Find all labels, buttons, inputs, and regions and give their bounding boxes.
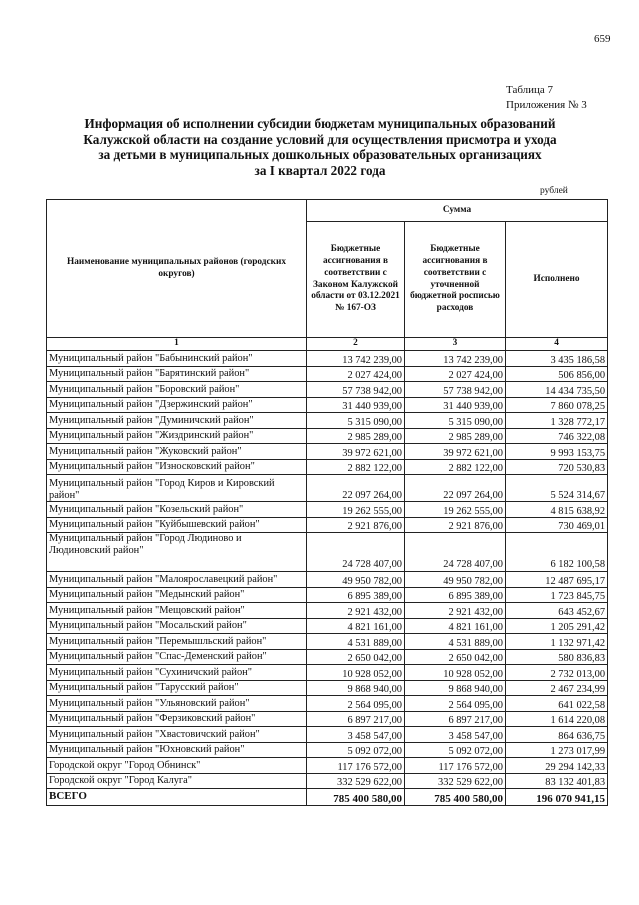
table-row — [47, 517, 608, 533]
district-name: Городской округ "Город Обнинск" — [47, 758, 307, 774]
law-allocations: 5 315 090,00 — [307, 413, 405, 429]
total-law-allocations: 785 400 580,00 — [307, 789, 405, 806]
revised-allocations: 19 262 555,00 — [405, 502, 506, 518]
total-row — [47, 789, 608, 806]
law-allocations: 2 921 876,00 — [307, 517, 405, 533]
executed-amount: 5 524 314,67 — [506, 475, 608, 502]
column-header-revised-allocations: Бюджетные ассигнования в соответствии с уточненной бюджетной росписью расходов — [405, 222, 506, 338]
district-name: Муниципальный район "Мосальский район" — [47, 618, 307, 634]
district-name: Муниципальный район "Хвастовичский район" — [47, 727, 307, 743]
law-allocations: 49 950 782,00 — [307, 572, 405, 588]
table-row — [47, 587, 608, 603]
revised-allocations: 332 529 622,00 — [405, 773, 506, 789]
revised-allocations: 31 440 939,00 — [405, 397, 506, 413]
district-name: Муниципальный район "Город Киров и Кировский район" — [47, 475, 307, 502]
title-line: Калужской области на создание условий для осуществления присмотра и ухода — [83, 131, 557, 147]
law-allocations: 5 092 072,00 — [307, 742, 405, 758]
revised-allocations: 13 742 239,00 — [405, 351, 506, 367]
revised-allocations: 24 728 407,00 — [405, 533, 506, 572]
table-row — [47, 351, 608, 367]
executed-amount: 3 435 186,58 — [506, 351, 608, 367]
table-row — [47, 634, 608, 650]
column-number: 4 — [506, 338, 608, 351]
law-allocations: 57 738 942,00 — [307, 382, 405, 398]
law-allocations: 332 529 622,00 — [307, 773, 405, 789]
column-number: 2 — [307, 338, 405, 351]
executed-amount: 2 732 013,00 — [506, 665, 608, 681]
column-number: 3 — [405, 338, 506, 351]
revised-allocations: 2 027 424,00 — [405, 366, 506, 382]
units-label: рублей — [540, 186, 568, 196]
revised-allocations: 2 882 122,00 — [405, 459, 506, 475]
revised-allocations: 6 895 389,00 — [405, 587, 506, 603]
table-row — [47, 758, 608, 774]
law-allocations: 13 742 239,00 — [307, 351, 405, 367]
executed-amount: 29 294 142,33 — [506, 758, 608, 774]
law-allocations: 10 928 052,00 — [307, 665, 405, 681]
executed-amount: 83 132 401,83 — [506, 773, 608, 789]
table-reference: Таблица 7 — [506, 84, 554, 96]
executed-amount: 7 860 078,25 — [506, 397, 608, 413]
revised-allocations: 4 821 161,00 — [405, 618, 506, 634]
district-name: Муниципальный район "Барятинский район" — [47, 366, 307, 382]
table-row — [47, 618, 608, 634]
district-name: Муниципальный район "Боровский район" — [47, 382, 307, 398]
table-row — [47, 680, 608, 696]
column-group-sum: Сумма — [307, 200, 608, 222]
revised-allocations: 49 950 782,00 — [405, 572, 506, 588]
law-allocations: 31 440 939,00 — [307, 397, 405, 413]
district-name: Муниципальный район "Спас-Деменский район" — [47, 649, 307, 665]
district-name: Муниципальный район "Сухиничский район" — [47, 665, 307, 681]
table-row — [47, 572, 608, 588]
revised-allocations: 22 097 264,00 — [405, 475, 506, 502]
district-name: Муниципальный район "Износковский район" — [47, 459, 307, 475]
district-name: Муниципальный район "Город Людиново и Людиновский район" — [47, 533, 307, 572]
law-allocations: 6 897 217,00 — [307, 711, 405, 727]
law-allocations: 24 728 407,00 — [307, 533, 405, 572]
executed-amount: 1 132 971,42 — [506, 634, 608, 650]
district-name: Муниципальный район "Ульяновский район" — [47, 696, 307, 712]
law-allocations: 2 921 432,00 — [307, 603, 405, 619]
district-name: Муниципальный район "Жиздринский район" — [47, 428, 307, 444]
revised-allocations: 5 092 072,00 — [405, 742, 506, 758]
column-header-law-allocations: Бюджетные ассигнования в соответствии с Законом Калужской области от 03.12.2021 № 167-ОЗ — [307, 222, 405, 338]
law-allocations: 2 882 122,00 — [307, 459, 405, 475]
executed-amount: 4 815 638,92 — [506, 502, 608, 518]
revised-allocations: 6 897 217,00 — [405, 711, 506, 727]
law-allocations: 2 985 289,00 — [307, 428, 405, 444]
law-allocations: 2 650 042,00 — [307, 649, 405, 665]
revised-allocations: 10 928 052,00 — [405, 665, 506, 681]
law-allocations: 4 821 161,00 — [307, 618, 405, 634]
revised-allocations: 39 972 621,00 — [405, 444, 506, 460]
law-allocations: 39 972 621,00 — [307, 444, 405, 460]
total-executed: 196 070 941,15 — [506, 789, 608, 806]
district-name: Муниципальный район "Дзержинский район" — [47, 397, 307, 413]
table-row — [47, 397, 608, 413]
law-allocations: 117 176 572,00 — [307, 758, 405, 774]
executed-amount: 1 205 291,42 — [506, 618, 608, 634]
revised-allocations: 2 921 432,00 — [405, 603, 506, 619]
total-revised-allocations: 785 400 580,00 — [405, 789, 506, 806]
district-name: Муниципальный район "Ферзиковский район" — [47, 711, 307, 727]
executed-amount: 643 452,67 — [506, 603, 608, 619]
revised-allocations: 2 985 289,00 — [405, 428, 506, 444]
table-row — [47, 502, 608, 518]
law-allocations: 6 895 389,00 — [307, 587, 405, 603]
law-allocations: 4 531 889,00 — [307, 634, 405, 650]
law-allocations: 9 868 940,00 — [307, 680, 405, 696]
executed-amount: 746 322,08 — [506, 428, 608, 444]
table-row — [47, 428, 608, 444]
table-row — [47, 459, 608, 475]
executed-amount: 1 614 220,08 — [506, 711, 608, 727]
title-line: Информация об исполнении субсидии бюджетам муниципальных образований — [84, 116, 556, 131]
table-body — [47, 351, 608, 789]
table-row — [47, 382, 608, 398]
district-name: Муниципальный район "Бабынинский район" — [47, 351, 307, 367]
table-row — [47, 413, 608, 429]
title-line: за I квартал 2022 года — [254, 162, 386, 178]
executed-amount: 580 836,83 — [506, 649, 608, 665]
district-name: Муниципальный район "Куйбышевский район" — [47, 517, 307, 533]
subsidy-table — [46, 199, 608, 806]
executed-amount: 720 530,83 — [506, 459, 608, 475]
executed-amount: 14 434 735,50 — [506, 382, 608, 398]
table-row — [47, 649, 608, 665]
law-allocations: 22 097 264,00 — [307, 475, 405, 502]
table-row — [47, 475, 608, 502]
column-header-executed: Исполнено — [506, 222, 608, 338]
table-row — [47, 727, 608, 743]
revised-allocations: 2 921 876,00 — [405, 517, 506, 533]
document-title — [40, 116, 600, 178]
executed-amount: 641 022,58 — [506, 696, 608, 712]
district-name: Городской округ "Город Калуга" — [47, 773, 307, 789]
revised-allocations: 4 531 889,00 — [405, 634, 506, 650]
revised-allocations: 57 738 942,00 — [405, 382, 506, 398]
law-allocations: 3 458 547,00 — [307, 727, 405, 743]
district-name: Муниципальный район "Мещовский район" — [47, 603, 307, 619]
revised-allocations: 2 650 042,00 — [405, 649, 506, 665]
district-name: Муниципальный район "Перемышльский район" — [47, 634, 307, 650]
column-header-name: Наименование муниципальных районов (городских округов) — [47, 200, 307, 338]
title-line: за детьми в муниципальных дошкольных образовательных организациях — [98, 147, 542, 162]
table-row — [47, 711, 608, 727]
table-row — [47, 366, 608, 382]
executed-amount: 1 723 845,75 — [506, 587, 608, 603]
district-name: Муниципальный район "Жуковский район" — [47, 444, 307, 460]
revised-allocations: 5 315 090,00 — [405, 413, 506, 429]
law-allocations: 19 262 555,00 — [307, 502, 405, 518]
table-row — [47, 444, 608, 460]
district-name: Муниципальный район "Медынский район" — [47, 587, 307, 603]
column-number: 1 — [47, 338, 307, 351]
district-name: Муниципальный район "Малоярославецкий район" — [47, 572, 307, 588]
revised-allocations: 2 564 095,00 — [405, 696, 506, 712]
executed-amount: 12 487 695,17 — [506, 572, 608, 588]
executed-amount: 2 467 234,99 — [506, 680, 608, 696]
table-row — [47, 665, 608, 681]
district-name: Муниципальный район "Козельский район" — [47, 502, 307, 518]
table-row — [47, 696, 608, 712]
district-name: Муниципальный район "Тарусский район" — [47, 680, 307, 696]
executed-amount: 1 273 017,99 — [506, 742, 608, 758]
revised-allocations: 3 458 547,00 — [405, 727, 506, 743]
revised-allocations: 9 868 940,00 — [405, 680, 506, 696]
total-label: ВСЕГО — [47, 789, 307, 806]
table-row — [47, 603, 608, 619]
executed-amount: 1 328 772,17 — [506, 413, 608, 429]
executed-amount: 6 182 100,58 — [506, 533, 608, 572]
table-row — [47, 533, 608, 572]
revised-allocations: 117 176 572,00 — [405, 758, 506, 774]
law-allocations: 2 564 095,00 — [307, 696, 405, 712]
page-number: 659 — [594, 33, 611, 45]
executed-amount: 730 469,01 — [506, 517, 608, 533]
executed-amount: 506 856,00 — [506, 366, 608, 382]
executed-amount: 9 993 153,75 — [506, 444, 608, 460]
appendix-reference: Приложения № 3 — [506, 99, 587, 111]
executed-amount: 864 636,75 — [506, 727, 608, 743]
district-name: Муниципальный район "Думиничский район" — [47, 413, 307, 429]
table-row — [47, 773, 608, 789]
law-allocations: 2 027 424,00 — [307, 366, 405, 382]
table-row — [47, 742, 608, 758]
district-name: Муниципальный район "Юхновский район" — [47, 742, 307, 758]
